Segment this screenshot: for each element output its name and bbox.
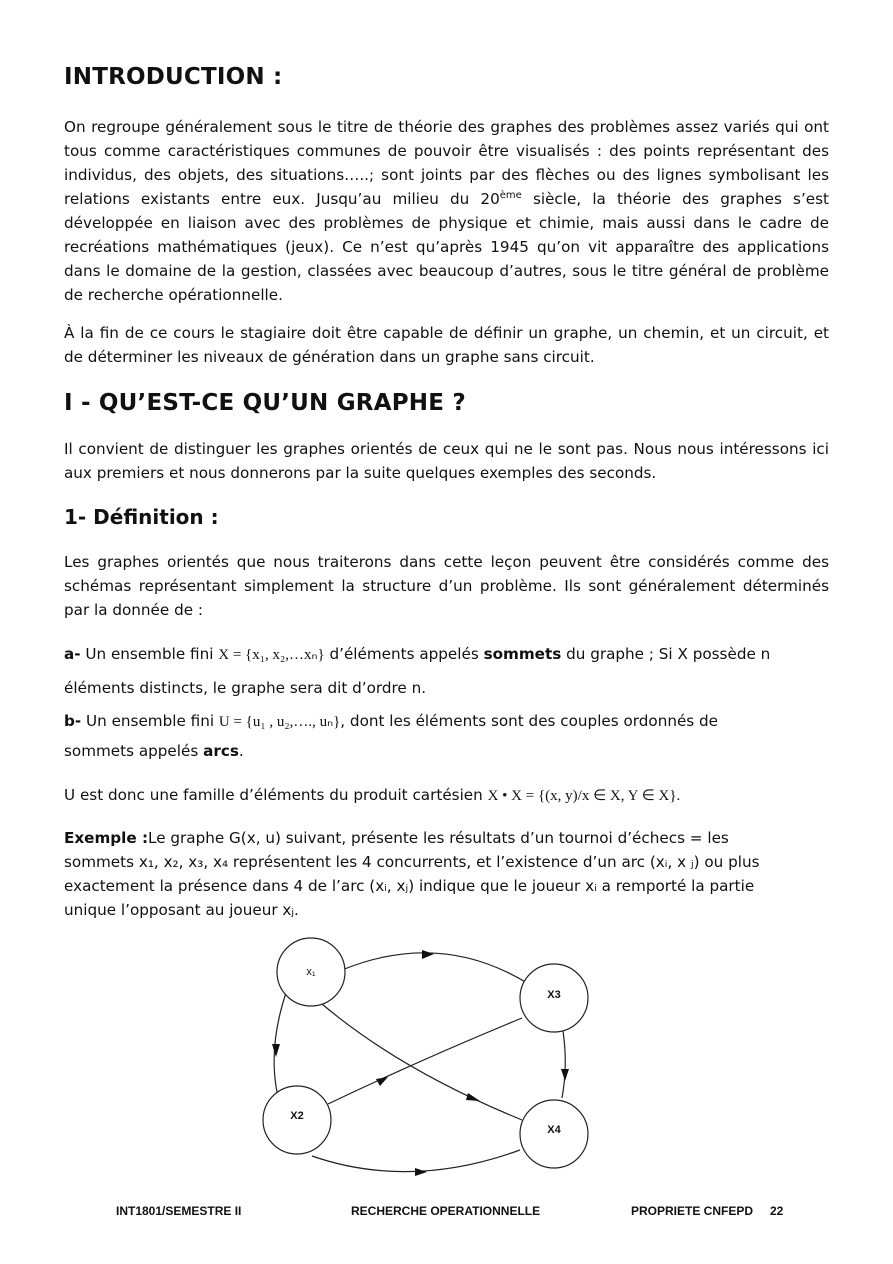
page-number: 22 (770, 1204, 784, 1218)
definition-item-b-line-2: sommets appelés arcs. (64, 742, 244, 760)
node-x1-label: x₁ (306, 966, 316, 978)
footer-center: RECHERCHE OPERATIONNELLE (351, 1204, 541, 1218)
intro-title: INTRODUCTION : (64, 64, 283, 90)
arrow-x1-x3 (422, 950, 434, 959)
definition-item-a-line-2: éléments distincts, le graphe sera dit d’ordre n. (64, 679, 427, 697)
arrow-x1-x2 (272, 1044, 280, 1057)
example-line-1: Exemple :Le graphe G(x, u) suivant, présente les résultats d’un tournoi d’échecs = les (64, 829, 729, 847)
arrow-x1-x4 (466, 1093, 480, 1101)
intro-paragraph-1: On regroupe généralement sous le titre de théorie des graphes des problèmes assez variés qui ont tous comme caractéristiques communes de pouvoir être visualisés : des points représentant des individus, des objets, des situations…..; sont joints par des flèches ou des lignes symbolisant les relations existants entre eux. Jusqu’au milieu du 20ème siècle, la théorie des graphes s’est développée en liaison avec des problèmes de physique et chimie, mais aussi dans le cadre de recréations mathématiques (jeux). Ce n’est qu’après 1945 qu’on vit apparaître des applications dans le domaine de la gestion, classées avec beaucoup d’autres, sous le titre général de problème de recherche opérationnelle. (64, 118, 829, 304)
arrow-x2-x4 (415, 1168, 427, 1176)
definition-paragraph: Les graphes orientés que nous traiterons dans cette leçon peuvent être considérés comme des schémas représentant simplement la structure d’un problème. Ils sont généralement déterminés par la donnée de : (64, 553, 829, 619)
definition-item-a: a- Un ensemble fini X = {x₁, x₂,…xₙ} d’éléments appelés sommets du graphe ; Si X possède n (64, 645, 771, 663)
example-line-2: sommets x₁, x₂, x₃, x₄ représentent les 4 concurrents, et l’existence d’un arc (xᵢ, x ⱼ) ou plus (64, 853, 760, 871)
footer-left: INT1801/SEMESTRE II (116, 1204, 242, 1218)
cartesian-product-formula: X • X = {(x, y)/x ∈ X, Y ∈ X}. (487, 788, 681, 804)
edge-x1-x4 (322, 1004, 522, 1120)
set-u-formula: U = {u₁ , u₂,…., uₙ} (218, 714, 341, 730)
intro-paragraph-2: À la fin de ce cours le stagiaire doit être capable de définir un graphe, un chemin, et un circuit, et de déterminer les niveaux de génération dans un graphe sans circuit. (64, 324, 829, 366)
arrow-x3-x4 (561, 1069, 569, 1081)
node-x2-label: X2 (290, 1110, 304, 1122)
edge-x1-x3 (342, 953, 527, 983)
example-line-4: unique l’opposant au joueur xⱼ. (64, 901, 299, 919)
set-x-formula: X = {x₁, x₂,…xₙ} (218, 647, 325, 663)
edge-x3-x4 (562, 1031, 565, 1098)
definition-title: 1- Définition : (64, 505, 219, 529)
cartesian-product-line: U est donc une famille d’éléments du produit cartésien X • X = {(x, y)/x ∈ X, Y ∈ X}. (64, 786, 681, 804)
arrow-x2-x3 (376, 1077, 388, 1086)
definition-item-b: b- Un ensemble fini U = {u₁ , u₂,…., uₙ}, dont les éléments sont des couples ordonnés de (64, 712, 719, 730)
section-1-paragraph: Il convient de distinguer les graphes orientés de ceux qui ne le sont pas. Nous nous intéressons ici aux premiers et nous donnerons par la suite quelques exemples des seconds. (64, 440, 829, 482)
node-x3-label: X3 (547, 989, 561, 1001)
edge-x1-x2 (274, 990, 287, 1092)
footer-right: PROPRIETE CNFEPD (631, 1204, 754, 1218)
node-x4-label: X4 (547, 1124, 561, 1136)
example-line-3: exactement la présence dans 4 de l’arc (xᵢ, xⱼ) indique que le joueur xᵢ a remporté la partie (64, 877, 755, 895)
section-1-title: I - QU’EST-CE QU’UN GRAPHE ? (64, 390, 466, 416)
